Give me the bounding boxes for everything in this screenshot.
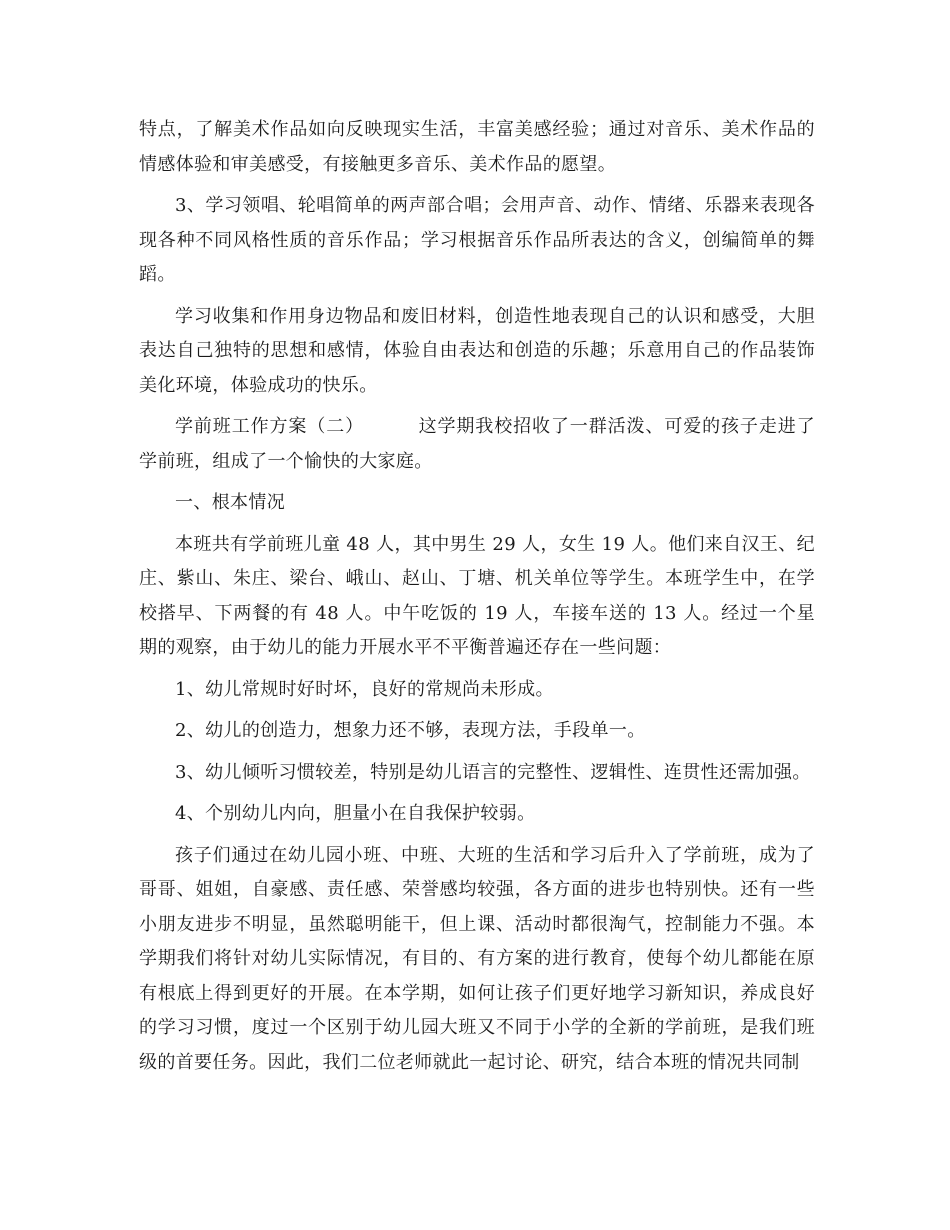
paragraph-materials-creativity: 学习收集和作用身边物品和废旧材料，创造性地表现自己的认识和感受，大胆表达自己独特的思想和感情，体验自由表达和创造的乐趣；乐意用自己的作品装饰美化环境，体验成功的快乐。 (139, 305, 815, 396)
list-item-issue-3: 3、幼儿倾听习惯较差，特别是幼儿语言的完整性、逻辑性、连贯性还需加强。 (175, 761, 811, 783)
list-item-issue-1: 1、幼儿常规时好时坏，良好的常规尚未形成。 (175, 678, 554, 700)
paragraph-plan-two (139, 410, 815, 479)
plan-two-intro: 这学期我校招收了一群活泼、可爱的孩子走进了学前班，组成了一个愉快的大家庭。 (139, 416, 815, 472)
section-title-plan-two: 学前班工作方案（二） (175, 416, 365, 437)
paragraph-item-3-singing: 3、学习领唱、轮唱简单的两声部合唱；会用声音、动作、情绪、乐器来表现各现各种不同风格性质的音乐作品；学习根据音乐作品所表达的含义，创编简单的舞蹈。 (139, 195, 815, 285)
list-item-issue-4: 4、个别幼儿内向，胆量小在自我保护较弱。 (175, 803, 536, 824)
document-body (139, 113, 815, 1087)
paragraph-continued-features: 特点，了解美术作品如向反映现实生活，丰富美感经验；通过对音乐、美术作品的情感体验和审美感受，有接触更多音乐、美术作品的愿望。 (139, 119, 815, 175)
paragraph-class-overview: 本班共有学前班儿童 48 人，其中男生 29 人，女生 19 人。他们来自汉王、纪庄、紫山、朱庄、梁台、峨山、赵山、丁塘、机关单位等学生。本班学生中，在学校搭早、下两餐的有 48 人。中午吃饭的 19 人，车接车送的 13 人。经过一个星期的观察，由于幼儿的能力开展水平不平衡普遍还存在一些问题： (139, 533, 815, 658)
list-item-issue-2: 2、幼儿的创造力，想象力还不够，表现方法，手段单一。 (175, 720, 646, 741)
section-heading-basic-situation: 一、根本情况 (175, 492, 286, 513)
paragraph-progress-and-goals: 孩子们通过在幼儿园小班、中班、大班的生活和学习后升入了学前班，成为了哥哥、姐姐，自豪感、责任感、荣誉感均较强，各方面的进步也特别快。还有一些小朋友进步不明显，虽然聪明能干，但上课、活动时都很淘气，控制能力不强。本学期我们将针对幼儿实际情况，有目的、有方案的进行教育，使每个幼儿都能在原有根底上得到更好的开展。在本学期，如何让孩子们更好地学习新知识，养成良好的学习习惯，度过一个区别于幼儿园大班又不同于小学的全新的学前班，是我们班级的首要任务。因此，我们二位老师就此一起讨论、研究，结合本班的情况共同制 (139, 844, 815, 1073)
